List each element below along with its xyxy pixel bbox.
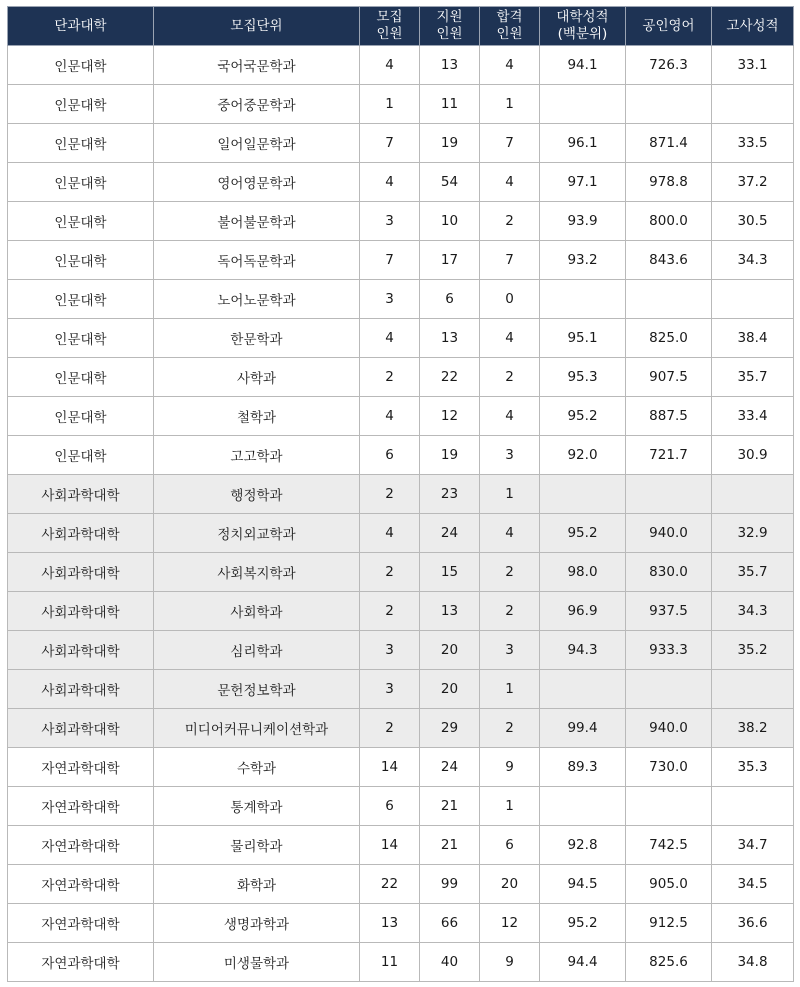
cell-unit: 정치외교학과 — [154, 514, 360, 553]
cell-english: 905.0 — [626, 865, 712, 904]
cell-english: 726.3 — [626, 46, 712, 85]
table-row — [8, 319, 794, 358]
cell-english: 800.0 — [626, 202, 712, 241]
cell-passed: 2 — [480, 553, 540, 592]
table-row — [8, 553, 794, 592]
cell-recruit: 14 — [360, 748, 420, 787]
table-row — [8, 826, 794, 865]
cell-recruit: 4 — [360, 46, 420, 85]
cell-english: 907.5 — [626, 358, 712, 397]
cell-recruit: 4 — [360, 319, 420, 358]
cell-gpa: 96.1 — [540, 124, 626, 163]
cell-gpa — [540, 670, 626, 709]
cell-english: 830.0 — [626, 553, 712, 592]
cell-passed: 7 — [480, 241, 540, 280]
cell-exam: 30.9 — [712, 436, 794, 475]
cell-unit: 미디어커뮤니케이션학과 — [154, 709, 360, 748]
cell-applied: 13 — [420, 592, 480, 631]
table-row — [8, 514, 794, 553]
cell-recruit: 2 — [360, 358, 420, 397]
cell-college: 인문대학 — [8, 85, 154, 124]
header-gpa — [540, 7, 626, 46]
cell-unit: 수학과 — [154, 748, 360, 787]
cell-unit: 영어영문학과 — [154, 163, 360, 202]
cell-english: 825.0 — [626, 319, 712, 358]
cell-gpa: 93.9 — [540, 202, 626, 241]
cell-exam: 34.5 — [712, 865, 794, 904]
header-row — [8, 7, 794, 46]
cell-passed: 9 — [480, 943, 540, 982]
cell-passed: 9 — [480, 748, 540, 787]
cell-english — [626, 670, 712, 709]
cell-gpa: 99.4 — [540, 709, 626, 748]
cell-passed: 12 — [480, 904, 540, 943]
cell-college: 사회과학대학 — [8, 553, 154, 592]
cell-applied: 99 — [420, 865, 480, 904]
cell-english: 721.7 — [626, 436, 712, 475]
header-passed — [480, 7, 540, 46]
cell-passed: 4 — [480, 46, 540, 85]
table-row — [8, 202, 794, 241]
cell-unit: 미생물학과 — [154, 943, 360, 982]
cell-english: 742.5 — [626, 826, 712, 865]
cell-exam — [712, 670, 794, 709]
cell-college: 사회과학대학 — [8, 514, 154, 553]
cell-exam: 35.7 — [712, 358, 794, 397]
cell-college: 자연과학대학 — [8, 787, 154, 826]
cell-passed: 4 — [480, 163, 540, 202]
cell-unit: 국어국문학과 — [154, 46, 360, 85]
cell-applied: 17 — [420, 241, 480, 280]
cell-recruit: 3 — [360, 280, 420, 319]
cell-passed: 3 — [480, 631, 540, 670]
cell-english: 730.0 — [626, 748, 712, 787]
cell-unit: 철학과 — [154, 397, 360, 436]
cell-unit: 불어불문학과 — [154, 202, 360, 241]
cell-gpa: 89.3 — [540, 748, 626, 787]
cell-college: 인문대학 — [8, 241, 154, 280]
cell-college: 인문대학 — [8, 358, 154, 397]
cell-gpa: 92.0 — [540, 436, 626, 475]
cell-exam: 34.3 — [712, 592, 794, 631]
header-english: 공인영어 — [626, 7, 712, 46]
cell-recruit: 3 — [360, 670, 420, 709]
cell-passed: 2 — [480, 202, 540, 241]
cell-exam — [712, 787, 794, 826]
cell-recruit: 22 — [360, 865, 420, 904]
cell-college: 자연과학대학 — [8, 943, 154, 982]
cell-gpa — [540, 787, 626, 826]
cell-exam: 33.5 — [712, 124, 794, 163]
cell-recruit: 2 — [360, 709, 420, 748]
cell-gpa — [540, 475, 626, 514]
cell-college: 자연과학대학 — [8, 748, 154, 787]
cell-college: 인문대학 — [8, 202, 154, 241]
cell-recruit: 6 — [360, 436, 420, 475]
cell-unit: 사학과 — [154, 358, 360, 397]
table-row — [8, 163, 794, 202]
cell-applied: 19 — [420, 436, 480, 475]
cell-unit: 고고학과 — [154, 436, 360, 475]
cell-passed: 1 — [480, 85, 540, 124]
table-row — [8, 436, 794, 475]
cell-recruit: 11 — [360, 943, 420, 982]
cell-unit: 사회학과 — [154, 592, 360, 631]
cell-recruit: 2 — [360, 553, 420, 592]
cell-recruit: 7 — [360, 124, 420, 163]
cell-recruit: 4 — [360, 514, 420, 553]
cell-applied: 24 — [420, 748, 480, 787]
table-row — [8, 904, 794, 943]
cell-passed: 7 — [480, 124, 540, 163]
cell-exam: 32.9 — [712, 514, 794, 553]
cell-recruit: 7 — [360, 241, 420, 280]
cell-applied: 24 — [420, 514, 480, 553]
cell-applied: 20 — [420, 670, 480, 709]
cell-unit: 물리학과 — [154, 826, 360, 865]
cell-english — [626, 85, 712, 124]
cell-college: 자연과학대학 — [8, 904, 154, 943]
cell-unit: 행정학과 — [154, 475, 360, 514]
cell-exam: 35.7 — [712, 553, 794, 592]
cell-applied: 6 — [420, 280, 480, 319]
table-row — [8, 46, 794, 85]
cell-english: 825.6 — [626, 943, 712, 982]
cell-recruit: 4 — [360, 163, 420, 202]
cell-applied: 20 — [420, 631, 480, 670]
cell-exam: 33.1 — [712, 46, 794, 85]
table-row — [8, 865, 794, 904]
table-row — [8, 943, 794, 982]
cell-exam: 30.5 — [712, 202, 794, 241]
cell-applied: 66 — [420, 904, 480, 943]
cell-applied: 21 — [420, 787, 480, 826]
cell-passed: 1 — [480, 787, 540, 826]
cell-passed: 1 — [480, 670, 540, 709]
cell-unit: 심리학과 — [154, 631, 360, 670]
cell-gpa: 98.0 — [540, 553, 626, 592]
header-passed-line2: 인원 — [496, 26, 523, 42]
table-row — [8, 358, 794, 397]
cell-gpa: 95.3 — [540, 358, 626, 397]
cell-recruit: 13 — [360, 904, 420, 943]
cell-exam: 34.7 — [712, 826, 794, 865]
cell-exam: 38.2 — [712, 709, 794, 748]
cell-exam — [712, 475, 794, 514]
cell-gpa: 94.5 — [540, 865, 626, 904]
cell-gpa: 92.8 — [540, 826, 626, 865]
cell-exam — [712, 280, 794, 319]
cell-gpa: 96.9 — [540, 592, 626, 631]
header-recruit-line2: 인원 — [376, 26, 403, 42]
cell-english: 978.8 — [626, 163, 712, 202]
cell-english — [626, 280, 712, 319]
cell-applied: 19 — [420, 124, 480, 163]
header-recruit-line1: 모집 — [376, 9, 403, 25]
cell-passed: 4 — [480, 514, 540, 553]
cell-applied: 23 — [420, 475, 480, 514]
cell-exam: 38.4 — [712, 319, 794, 358]
cell-exam: 34.8 — [712, 943, 794, 982]
header-unit: 모집단위 — [154, 7, 360, 46]
cell-recruit: 3 — [360, 631, 420, 670]
cell-english: 843.6 — [626, 241, 712, 280]
cell-college: 인문대학 — [8, 163, 154, 202]
cell-unit: 문헌정보학과 — [154, 670, 360, 709]
cell-gpa: 95.2 — [540, 514, 626, 553]
table-row — [8, 397, 794, 436]
table-row — [8, 124, 794, 163]
cell-unit: 중어중문학과 — [154, 85, 360, 124]
cell-college: 인문대학 — [8, 319, 154, 358]
cell-unit: 노어노문학과 — [154, 280, 360, 319]
cell-english — [626, 475, 712, 514]
table-row — [8, 709, 794, 748]
header-applied — [420, 7, 480, 46]
header-gpa-line1: 대학성적 — [556, 9, 609, 25]
cell-exam: 36.6 — [712, 904, 794, 943]
cell-recruit: 2 — [360, 475, 420, 514]
cell-english — [626, 787, 712, 826]
cell-gpa: 93.2 — [540, 241, 626, 280]
cell-college: 인문대학 — [8, 280, 154, 319]
table-row — [8, 475, 794, 514]
table-body — [8, 46, 794, 982]
cell-college: 인문대학 — [8, 397, 154, 436]
cell-exam — [712, 85, 794, 124]
cell-applied: 22 — [420, 358, 480, 397]
cell-college: 사회과학대학 — [8, 670, 154, 709]
cell-recruit: 14 — [360, 826, 420, 865]
header-college: 단과대학 — [8, 7, 154, 46]
cell-exam: 35.3 — [712, 748, 794, 787]
header-gpa-line2: (백분위) — [557, 26, 608, 42]
cell-exam: 37.2 — [712, 163, 794, 202]
cell-recruit: 3 — [360, 202, 420, 241]
cell-applied: 54 — [420, 163, 480, 202]
cell-english: 937.5 — [626, 592, 712, 631]
header-passed-line1: 합격 — [496, 9, 523, 25]
cell-applied: 21 — [420, 826, 480, 865]
header-applied-line1: 지원 — [436, 9, 463, 25]
cell-unit: 한문학과 — [154, 319, 360, 358]
cell-recruit: 4 — [360, 397, 420, 436]
cell-recruit: 2 — [360, 592, 420, 631]
cell-passed: 4 — [480, 397, 540, 436]
cell-gpa — [540, 85, 626, 124]
table-row — [8, 280, 794, 319]
cell-unit: 화학과 — [154, 865, 360, 904]
cell-passed: 2 — [480, 592, 540, 631]
cell-english: 871.4 — [626, 124, 712, 163]
table-row — [8, 592, 794, 631]
cell-college: 사회과학대학 — [8, 709, 154, 748]
header-exam: 고사성적 — [712, 7, 794, 46]
cell-unit: 사회복지학과 — [154, 553, 360, 592]
cell-recruit: 1 — [360, 85, 420, 124]
cell-college: 사회과학대학 — [8, 631, 154, 670]
cell-applied: 40 — [420, 943, 480, 982]
cell-passed: 1 — [480, 475, 540, 514]
cell-passed: 3 — [480, 436, 540, 475]
table-row — [8, 85, 794, 124]
cell-college: 인문대학 — [8, 46, 154, 85]
cell-gpa: 95.2 — [540, 904, 626, 943]
cell-english: 940.0 — [626, 709, 712, 748]
cell-passed: 6 — [480, 826, 540, 865]
cell-english: 912.5 — [626, 904, 712, 943]
cell-gpa: 97.1 — [540, 163, 626, 202]
table-row — [8, 631, 794, 670]
cell-exam: 35.2 — [712, 631, 794, 670]
cell-applied: 10 — [420, 202, 480, 241]
cell-gpa — [540, 280, 626, 319]
cell-unit: 통계학과 — [154, 787, 360, 826]
table-row — [8, 748, 794, 787]
cell-exam: 33.4 — [712, 397, 794, 436]
cell-passed: 0 — [480, 280, 540, 319]
cell-college: 인문대학 — [8, 436, 154, 475]
cell-applied: 11 — [420, 85, 480, 124]
table-row — [8, 670, 794, 709]
cell-college: 사회과학대학 — [8, 592, 154, 631]
cell-unit: 생명과학과 — [154, 904, 360, 943]
header-applied-line2: 인원 — [436, 26, 463, 42]
cell-english: 940.0 — [626, 514, 712, 553]
table-row — [8, 787, 794, 826]
cell-recruit: 6 — [360, 787, 420, 826]
cell-applied: 13 — [420, 46, 480, 85]
cell-exam: 34.3 — [712, 241, 794, 280]
cell-gpa: 95.2 — [540, 397, 626, 436]
cell-college: 자연과학대학 — [8, 826, 154, 865]
cell-english: 887.5 — [626, 397, 712, 436]
cell-gpa: 94.1 — [540, 46, 626, 85]
cell-unit: 독어독문학과 — [154, 241, 360, 280]
cell-applied: 29 — [420, 709, 480, 748]
cell-unit: 일어일문학과 — [154, 124, 360, 163]
header-recruit — [360, 7, 420, 46]
cell-passed: 20 — [480, 865, 540, 904]
cell-gpa: 94.4 — [540, 943, 626, 982]
cell-gpa: 95.1 — [540, 319, 626, 358]
cell-english: 933.3 — [626, 631, 712, 670]
admissions-table — [7, 6, 794, 982]
cell-college: 인문대학 — [8, 124, 154, 163]
cell-passed: 2 — [480, 709, 540, 748]
cell-passed: 4 — [480, 319, 540, 358]
cell-gpa: 94.3 — [540, 631, 626, 670]
cell-passed: 2 — [480, 358, 540, 397]
cell-college: 사회과학대학 — [8, 475, 154, 514]
table-row — [8, 241, 794, 280]
cell-applied: 15 — [420, 553, 480, 592]
cell-college: 자연과학대학 — [8, 865, 154, 904]
cell-applied: 13 — [420, 319, 480, 358]
cell-applied: 12 — [420, 397, 480, 436]
